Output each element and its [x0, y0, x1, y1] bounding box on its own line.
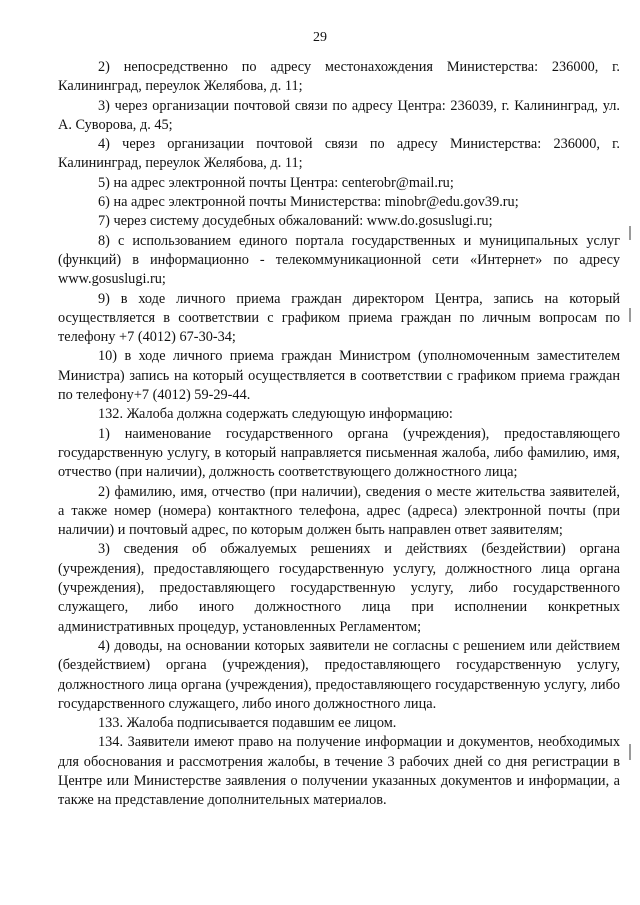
paragraph-item-6-ministry-email: 6) на адрес электронной почты Министерства: minobr@edu.gov39.ru;	[98, 194, 519, 211]
paragraph-item-7-pretrial-system: 7) через систему досудебных обжалований: www.do.gosuslugi.ru;	[98, 213, 493, 230]
paragraph-132-item-1: 1) наименование государственного органа (учреждения), предоставляющего государственную услугу, в который направляется письменная жалоба, либо фамилию, имя, отчество (при наличии), должность соответствующего должностного лица;	[58, 425, 620, 481]
paragraph-item-10-minister-reception: 10) в ходе личного приема граждан Министром (уполномоченным заместителем Министра) запись на который осуществляется в соответствии с графиком приема граждан по телефону+7 (4012) 59-29-44.	[58, 348, 620, 404]
paragraph-132-heading: 132. Жалоба должна содержать следующую информацию:	[98, 406, 453, 423]
paragraph-132-item-4: 4) доводы, на основании которых заявители не согласны с решением или действием (бездействием) органа (учреждения), предоставляющего государственную услугу, должностного лица органа (учреждения), предоставляющего государственную услугу, либо государственного служащего, либо иного должностного лица.	[58, 637, 620, 712]
paragraph-item-8-unified-portal: 8) с использованием единого портала государственных и муниципальных услуг (функций) в информационно - телекоммуникационной сети «Интернет» по адресу www.gosuslugi.ru;	[58, 232, 620, 288]
paragraph-item-2-ministry-address: 2) непосредственно по адресу местонахождения Министерства: 236000, г. Калининград, переулок Желябова, д. 11;	[58, 59, 620, 95]
paragraph-item-9-director-reception: 9) в ходе личного приема граждан директором Центра, запись на который осуществляется в соответствии с графиком приема граждан по личным вопросам по телефону +7 (4012) 67-30-34;	[58, 290, 620, 346]
paragraph-item-4-ministry-post: 4) через организации почтовой связи по адресу Министерства: 236000, г. Калининград, переулок Желябова, д. 11;	[58, 136, 620, 172]
scan-mark	[629, 744, 631, 760]
paragraph-item-3-center-post: 3) через организации почтовой связи по адресу Центра: 236039, г. Калининград, ул. А. Суворова, д. 45;	[58, 97, 620, 133]
scan-mark	[629, 226, 631, 240]
paragraph-133: 133. Жалоба подписывается подавшим ее лицом.	[98, 715, 397, 732]
paragraph-132-item-2: 2) фамилию, имя, отчество (при наличии), сведения о месте жительства заявителей, а также номер (номера) контактного телефона, адрес (адреса) электронной почты (при наличии) и почтовый адрес, по которым должен быть направлен ответ заявителям;	[58, 483, 620, 539]
paragraph-134: 134. Заявители имеют право на получение информации и документов, необходимых для обоснования и рассмотрения жалобы, в течение 3 рабочих дней со дня регистрации в Центре или Министерстве заявления о получении указанных документов и информации, а также на представление дополнительных материалов.	[58, 734, 620, 809]
paragraph-item-5-center-email: 5) на адрес электронной почты Центра: centerobr@mail.ru;	[98, 174, 454, 191]
page-number: 29	[313, 30, 327, 45]
document-body	[58, 58, 620, 811]
scan-mark	[629, 308, 631, 322]
paragraph-132-item-3: 3) сведения об обжалуемых решениях и действиях (бездействии) органа (учреждения), предоставляющего государственную услугу, должностного лица органа (учреждения), предоставляющего государственную услугу, либо государственного служащего, либо иного должностного лица при исполнении конкретных административных процедур, установленных Регламентом;	[58, 541, 620, 635]
